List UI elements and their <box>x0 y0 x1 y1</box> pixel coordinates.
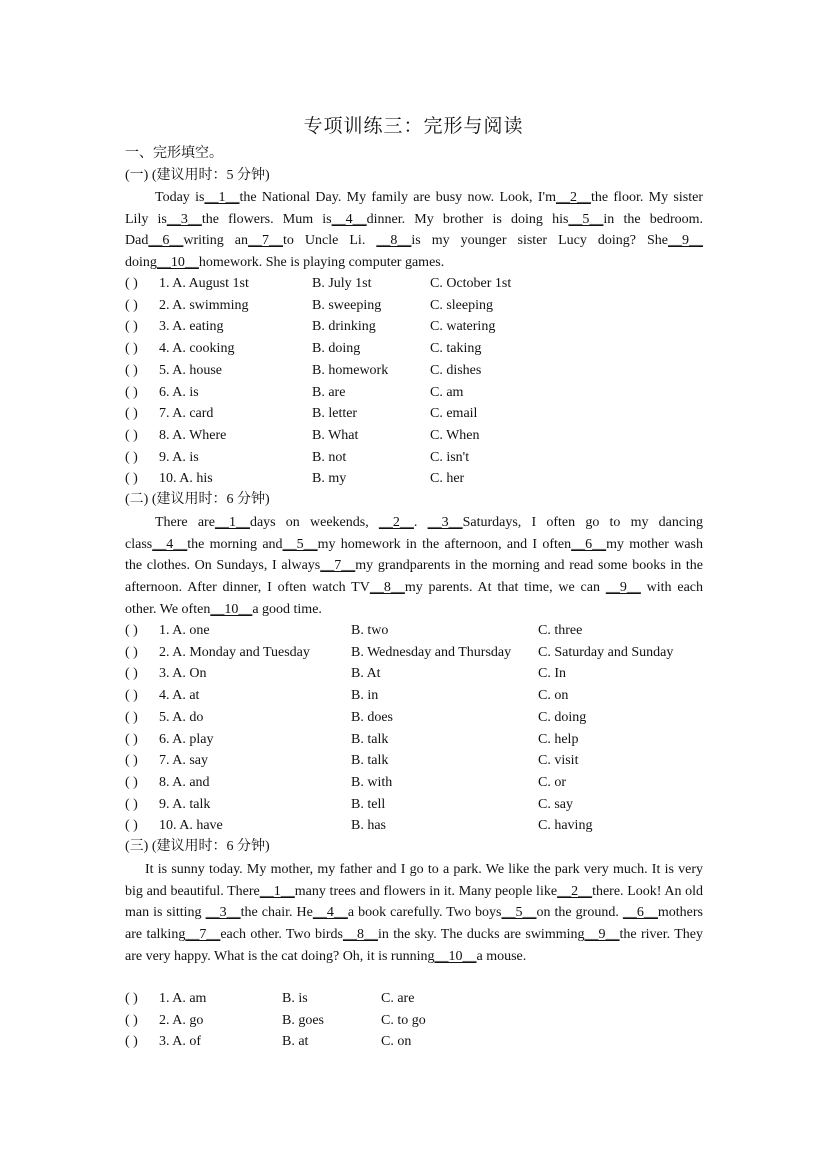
answer-blank: __3__ <box>427 515 463 530</box>
option-c: C. isn't <box>430 449 470 465</box>
option-c: C. her <box>430 471 465 487</box>
option-b: B. my <box>312 471 347 487</box>
option-c: C. Saturday and Sunday <box>538 644 674 660</box>
option-b: B. talk <box>351 731 389 747</box>
option-a: 9. A. talk <box>159 796 211 812</box>
passage-text: each other. Two birds <box>220 927 343 943</box>
passage-text: a mouse. <box>476 948 527 964</box>
option-c: C. help <box>538 731 579 747</box>
option-c: C. When <box>430 427 480 443</box>
answer-bracket[interactable]: ( ) <box>125 818 138 834</box>
option-c: C. sleeping <box>430 297 493 313</box>
option-c: C. dishes <box>430 362 482 378</box>
option-c: C. or <box>538 774 566 790</box>
answer-blank: __8__ <box>342 927 378 943</box>
answer-bracket[interactable]: ( ) <box>125 276 138 291</box>
answer-blank: __4__ <box>312 905 348 921</box>
answer-blank: __10__ <box>210 601 253 617</box>
option-b: B. goes <box>282 1012 324 1028</box>
passage-text: the chair. He <box>240 905 313 921</box>
option-a: 7. A. card <box>159 406 214 422</box>
option-a: 5. A. do <box>159 709 204 725</box>
answer-blank: __10__ <box>156 255 199 271</box>
passage-text: mothers are talking <box>125 905 704 943</box>
answer-blank: __2__ <box>557 883 593 899</box>
answer-blank: __6__ <box>622 905 658 921</box>
option-a: 1. A. one <box>159 623 210 638</box>
passage-text: to Uncle Li. <box>283 233 377 249</box>
part-1-heading: (一) (建议用时：5 分钟) <box>125 168 270 183</box>
option-c: C. on <box>381 1034 412 1050</box>
answer-bracket[interactable]: ( ) <box>125 774 138 790</box>
answer-bracket[interactable]: ( ) <box>125 666 138 682</box>
answer-bracket[interactable]: ( ) <box>125 319 138 335</box>
answer-blank: __3__ <box>166 211 202 227</box>
answer-bracket[interactable]: ( ) <box>125 341 138 357</box>
passage-text: the floor. My sister Lily is <box>125 190 703 227</box>
passage-text: a good time. <box>252 601 322 617</box>
option-a: 3. A. eating <box>159 319 224 335</box>
answer-bracket[interactable]: ( ) <box>125 623 138 638</box>
passage-text: in the bedroom. Dad <box>125 211 704 249</box>
answer-blank: __4__ <box>331 211 367 227</box>
passage-text: . <box>413 515 428 530</box>
answer-bracket[interactable]: ( ) <box>125 427 138 443</box>
option-a: 8. A. and <box>159 774 210 790</box>
option-b: B. is <box>282 991 308 1006</box>
option-a: 1. A. am <box>159 991 207 1006</box>
answer-bracket[interactable]: ( ) <box>125 1012 138 1028</box>
option-a: 5. A. house <box>159 362 222 378</box>
option-c: C. on <box>538 688 569 704</box>
option-a: 3. A. On <box>159 666 207 682</box>
passage-text: Saturdays, I often go to my dancing class <box>125 515 703 552</box>
answer-bracket[interactable]: ( ) <box>125 753 138 769</box>
answer-blank: __1__ <box>259 883 295 899</box>
answer-bracket[interactable]: ( ) <box>125 991 138 1006</box>
option-b: B. drinking <box>312 319 376 335</box>
answer-bracket[interactable]: ( ) <box>125 644 138 660</box>
answer-blank: __3__ <box>205 905 241 921</box>
option-a: 9. A. is <box>159 449 199 465</box>
answer-blank: __1__ <box>214 515 250 530</box>
option-a: 8. A. Where <box>159 427 227 443</box>
answer-bracket[interactable]: ( ) <box>125 796 138 812</box>
option-c: C. to go <box>381 1012 426 1028</box>
option-a: 10. A. his <box>159 471 213 487</box>
answer-blank: __9__ <box>668 233 703 249</box>
answer-blank: __2__ <box>378 515 414 530</box>
option-b: B. talk <box>351 753 389 769</box>
passage-text: a book carefully. Two boys <box>347 905 502 921</box>
passage-text: the river. They are very happy. What is the cat doing? Oh, it is running <box>125 927 703 964</box>
passage-text: my mother wash the clothes. On Sundays, I always <box>125 536 703 574</box>
part-3-heading: (三) (建议用时：6 分钟) <box>125 839 270 854</box>
option-a: 7. A. say <box>159 753 208 769</box>
answer-blank: __6__ <box>571 536 607 552</box>
option-b: B. with <box>351 774 393 790</box>
answer-bracket[interactable]: ( ) <box>125 406 138 422</box>
passage-text: my grandparents in the morning and read some books in the afternoon. After dinner, I often watch TV <box>125 558 703 596</box>
option-b: B. are <box>312 384 346 400</box>
option-c: C. visit <box>538 753 579 769</box>
option-a: 1. A. August 1st <box>159 276 249 291</box>
option-a: 2. A. Monday and Tuesday <box>159 644 310 660</box>
option-b: B. What <box>312 427 359 443</box>
option-c: C. are <box>381 991 415 1006</box>
page-title: 专项训练三：完形与阅读 <box>303 116 524 137</box>
section-heading: 一、完形填空。 <box>125 146 223 161</box>
answer-bracket[interactable]: ( ) <box>125 1034 138 1050</box>
answer-blank: __5__ <box>282 536 318 552</box>
answer-blank: __1__ <box>204 190 240 205</box>
answer-blank: __2__ <box>555 190 591 205</box>
passage-text: writing an <box>183 233 249 249</box>
answer-blank: __10__ <box>434 948 477 964</box>
answer-blank: __7__ <box>248 233 284 249</box>
option-b: B. letter <box>312 406 358 422</box>
answer-blank: __7__ <box>185 927 221 943</box>
option-b: B. does <box>351 709 393 725</box>
passage-text: Today is <box>155 190 205 205</box>
option-b: B. homework <box>312 362 389 378</box>
option-c: C. doing <box>538 709 587 725</box>
option-b: B. has <box>351 818 386 834</box>
passage-text: in the sky. The ducks are swimming <box>377 927 585 943</box>
passage-text: the National Day. My family are busy now. Look, I'm <box>239 190 556 205</box>
passage-text: doing <box>125 255 157 271</box>
option-c: C. am <box>430 384 464 400</box>
option-b: B. tell <box>351 796 386 812</box>
passage-text: on the ground. <box>536 905 623 921</box>
answer-bracket[interactable]: ( ) <box>125 471 138 487</box>
answer-bracket[interactable]: ( ) <box>125 449 138 465</box>
answer-bracket[interactable]: ( ) <box>125 731 138 747</box>
part-1-passage <box>125 187 703 274</box>
part-3-passage <box>125 859 703 968</box>
passage-text: It is sunny today. My mother, my father and I go to a park. We like the park very much. It is very big and beautiful. There <box>125 862 703 899</box>
option-a: 10. A. have <box>159 818 223 834</box>
passage-text: my homework in the afternoon, and I often <box>317 536 572 552</box>
option-c: C. In <box>538 666 566 682</box>
answer-bracket[interactable]: ( ) <box>125 709 138 725</box>
passage-text: is my younger sister Lucy doing? She <box>411 233 668 249</box>
option-b: B. not <box>312 449 347 465</box>
option-b: B. doing <box>312 341 361 357</box>
option-b: B. Wednesday and Thursday <box>351 644 512 660</box>
option-c: C. having <box>538 818 593 834</box>
passage-text: with each other. We often <box>125 580 703 617</box>
answer-blank: __8__ <box>369 580 405 596</box>
option-a: 3. A. of <box>159 1034 201 1050</box>
option-a: 6. A. is <box>159 384 199 400</box>
passage-text: many trees and flowers in it. Many people like <box>294 883 558 899</box>
option-a: 6. A. play <box>159 731 214 747</box>
option-b: B. at <box>282 1034 309 1050</box>
answer-blank: __5__ <box>568 211 604 227</box>
answer-bracket[interactable]: ( ) <box>125 688 138 704</box>
passage-text: There are <box>155 515 215 530</box>
passage-text: the flowers. Mum is <box>201 211 332 227</box>
option-b: B. At <box>351 666 381 682</box>
option-b: B. July 1st <box>312 276 372 291</box>
passage-text: days on weekends, <box>249 515 379 530</box>
option-b: B. in <box>351 688 379 704</box>
answer-blank: __5__ <box>501 905 537 921</box>
option-a: 4. A. at <box>159 688 200 704</box>
answer-blank: __8__ <box>376 233 412 249</box>
option-c: C. three <box>538 623 583 638</box>
passage-text: my parents. At that time, we can <box>404 580 606 596</box>
passage-text: the morning and <box>187 536 283 552</box>
answer-blank: __9__ <box>584 927 620 943</box>
option-a: 2. A. go <box>159 1012 204 1028</box>
option-c: C. say <box>538 796 573 812</box>
option-a: 2. A. swimming <box>159 297 249 313</box>
passage-text: dinner. My brother is doing his <box>366 211 569 227</box>
option-a: 4. A. cooking <box>159 341 235 357</box>
answer-blank: __7__ <box>320 558 356 574</box>
option-c: C. email <box>430 406 478 422</box>
passage-text: homework. She is playing computer games. <box>198 255 445 271</box>
option-c: C. taking <box>430 341 482 357</box>
answer-bracket[interactable]: ( ) <box>125 384 138 400</box>
part-2-passage <box>125 512 703 621</box>
answer-bracket[interactable]: ( ) <box>125 362 138 378</box>
answer-blank: __6__ <box>148 233 184 249</box>
answer-bracket[interactable]: ( ) <box>125 297 138 313</box>
option-b: B. two <box>351 623 389 638</box>
part-2-heading: (二) (建议用时：6 分钟) <box>125 492 270 507</box>
option-b: B. sweeping <box>312 297 382 313</box>
passage-text: there. Look! An old man is sitting <box>125 883 704 921</box>
answer-blank: __9__ <box>605 580 641 596</box>
answer-blank: __4__ <box>152 536 188 552</box>
option-c: C. October 1st <box>430 276 512 291</box>
option-c: C. watering <box>430 319 496 335</box>
